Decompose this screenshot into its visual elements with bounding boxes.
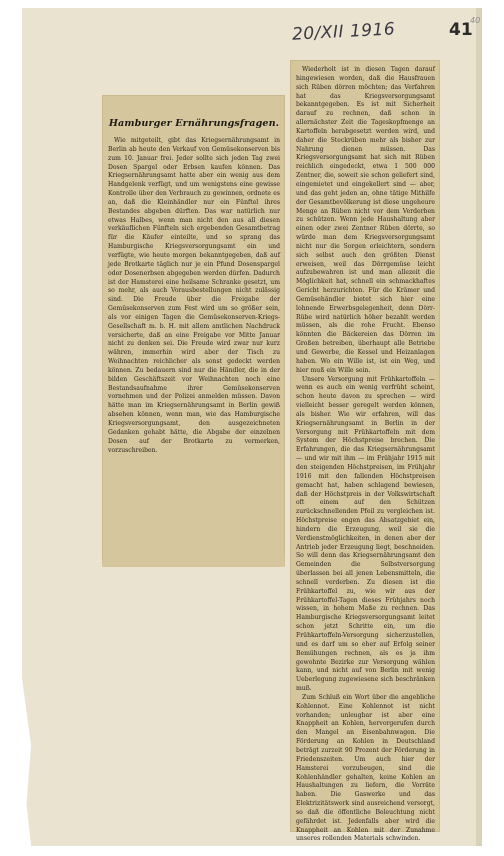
article-paragraph: Zum Schluß ein Wort über die angebliche Kohlennot. Eine Kohlennot ist nicht vorhanden; unleugbar ist aber eine Knappheit an Kohlen, hervorgerufen durch den Mangel an Eisenbahnwagen. Die Förderung an Kohlen in Deutschland beträgt zurzeit 90 Prozent der Förderung in Friedenszeiten. Um auch hier der Hamsterei vorzubeugen, sind die Kohlenhändler gehalten, keine Kohlen an Haushaltungen zu liefern, die Vorräte haben. Die Gaswerke und das Elektrizitätswerk sind ausreichend versorgt, so daß die öffentliche Beleuchtung nicht gefährdet ist. Jedenfalls aber wird die Knappheit an Kohlen mit der Zunahme unseres rollenden Materials schwinden. [296,693,435,843]
handwritten-date: 20/XII 1916 [291,19,396,45]
newspaper-clipping-left [102,95,285,567]
newspaper-clipping-right [290,60,440,843]
article-paragraph: Unsere Versorgung mit Frühkartoffeln — wenn es auch ein wenig verfrüht scheint, schon heute davon zu sprechen — wird vielleicht besser geregelt werden können, als bisher. Wie wir erfahren, will das Kriegsernährungsamt in Berlin in der Versorgung mit Frühkartoffeln mit dem System der Höchstpreise brechen. Die Erfahrungen, die das Kriegsernährungsamt — und wir mit ihm — im Frühjahr 1915 mit den steigenden Höchstpreisen, im Frühjahr 1916 mit den fallenden Höchstpreisen gemacht hat, haben schlagend bewiesen, daß der Höchstpreis in der Volkswirtschaft oft einem auf den Schützen zurückschnellenden Pfeil zu vergleichen ist. Höchstpreise engen das Absatzgebiet ein, hindern die Erzeugung, weil sie die Verdienstmöglichkeiten, in denen aber der Antrieb jeder Erzeugung liegt, beschneiden. So will denn das Kriegsernährungsamt den Gemeinden die Selbstversorgung überlassen bei all jenen Lebensmitteln, die schnell verderben. Zu diesen ist die Frühkartoffel zu, wie wir aus der Frühkartoffel-Tagen dieses Frühjahrs noch wissen, in hohem Maße zu rechnen. Das Hamburgische Kriegsversorgungsamt leitet schon jetzt Schritte ein, um die Frühkartoffeln-Versorgung sicherzustellen, und es darf um so eher auf Erfolg seiner Bemühungen rechnen, als es ja ihm gewohnte Bezirke zur Versorgung wählen kann, und nicht auf von Berlin mit wenig Ueberlegung zugewiesene sich beschränken muß. [296,375,435,693]
page-number: 41 [449,20,473,40]
sheet-edge [476,8,482,846]
article-paragraph: Wie mitgeteilt, gibt das Kriegsernährungsamt in Berlin ab heute den Verkauf von Gemüsekonserven bis zum 10. Januar frei. Jeder sollte sich jeden Tag zwei Dosen Spargel oder Erbsen kaufen können. Das Kriegsernährungsamt hatte aber ein wenig aus dem Handgelenk verfügt, und um wenigstens eine gewisse Kontrolle über den Verbrauch zu gewinnen, ordnete es an, daß die Kleinhändler nur ein Fünftel ihres Bestandes abgeben dürften. Das war natürlich nur etwas Halbes, wenn man nicht den aus all diesen verkäuflichen Fünfteln sich ergebenden Gesamtbetrag für die Käufer einteilte, und so sprang das Hamburgische Kriegsversorgungsamt ein und verfügte, wie heute morgen bekanntgegeben, daß auf jede Brotkarte täglich nur je ein Pfund Dosenspargel oder Dosenerbsen abgegeben werden dürfen. Dadurch ist der Hamsterei eine heilsame Schranke gesetzt, um so mehr, als auch Vorausbestellungen nicht zulässig sind. Die Freude über die Freigabe der Gemüsekonserven zum Fest wird um so größer sein, als vor einigen Tagen die Gemüsekonserven-Kriegs-Gesellschaft m. b. H. mit allem amtlichen Nachdruck versicherte, daß an eine Freigabe vor Mitte Januar nicht zu denken sei. Die Freude wird zwar nur kurz währen, immerhin wird aber der Tisch zu Weihnachten reichlicher als sonst gedeckt werden können. Zu bedauern sind nur die Händler, die in der bilden Geschäftszeit vor Weihnachten noch eine Bestandsaufnahme ihrer Gemüsekonserven vornehmen und der Polizei anmelden müssen. Davon hätte man im Kriegsernährungsamt in Berlin gewiß absehen können, wenn man, wie das Hamburgische Kriegsversorgungsamt, den ausgezeichneten Gedanken gehabt hätte, die Abgabe der einzelnen Dosen auf der Brotkarte zu vermerken, vorzuschreiben. [108,137,280,454]
article-title: Hamburger Ernährungsfragen. [108,118,280,129]
pencil-reference: 40 [470,16,481,25]
article-paragraph: Wiederholt ist in diesen Tagen darauf hingewiesen worden, daß die Hausfrauen sich Rüben dörren möchten; das Verfahren hat das Kriegsversorgungsamt bekanntgegeben. Es ist mit Sicherheit darauf zu rechnen, daß schon in allernächster Zeit die Tageskopfmenge an Kartoffeln herabgesetzt werden wird, und daher die Steckrüben mehr als bisher zur Nahrung dienen müssen. Das Kriegsversorgungsamt hat sich mit Rüben reichlich eingedeckt, etwa 1 500 000 Zentner, die, soweit sie schon geliefert sind, eingemietet und eingekellert sind — aber, und das geht jeden an, ohne tätige Mithilfe der Gesamtbevölkerung ist diese ungeheure Menge an Rüben nicht vor dem Verderben zu schützen. Wenn jede Haushaltung aber einen oder zwei Zentner Rüben dörrte, so würde man dem Kriegsversorgungsamt nicht nur die Sorgen erleichtern, sondern sich selbst auch den größten Dienst erweisen, weil das Dörrgemüse leicht aufzubewahren ist und man allezeit die Möglichkeit hat, schnell ein schmackhaftes Gericht herzurichten. Für die Krämer und Gemüsehändler bietet sich hier eine lohnende Erwerbsgelegenheit, denn Dörr-Rübe wird natürlich höher bezahlt werden müssen, als die rohe Frucht. Ebenso könnten die Bäckereien das Dörren im Großen betreiben, überhaupt alle Betriebe und Gewerbe, die Kessel und Heizanlagen haben. Wo ein Wille ist, ist ein Weg, und hier muß ein Wille sein. [296,66,435,374]
clipping-edge [102,553,285,567]
